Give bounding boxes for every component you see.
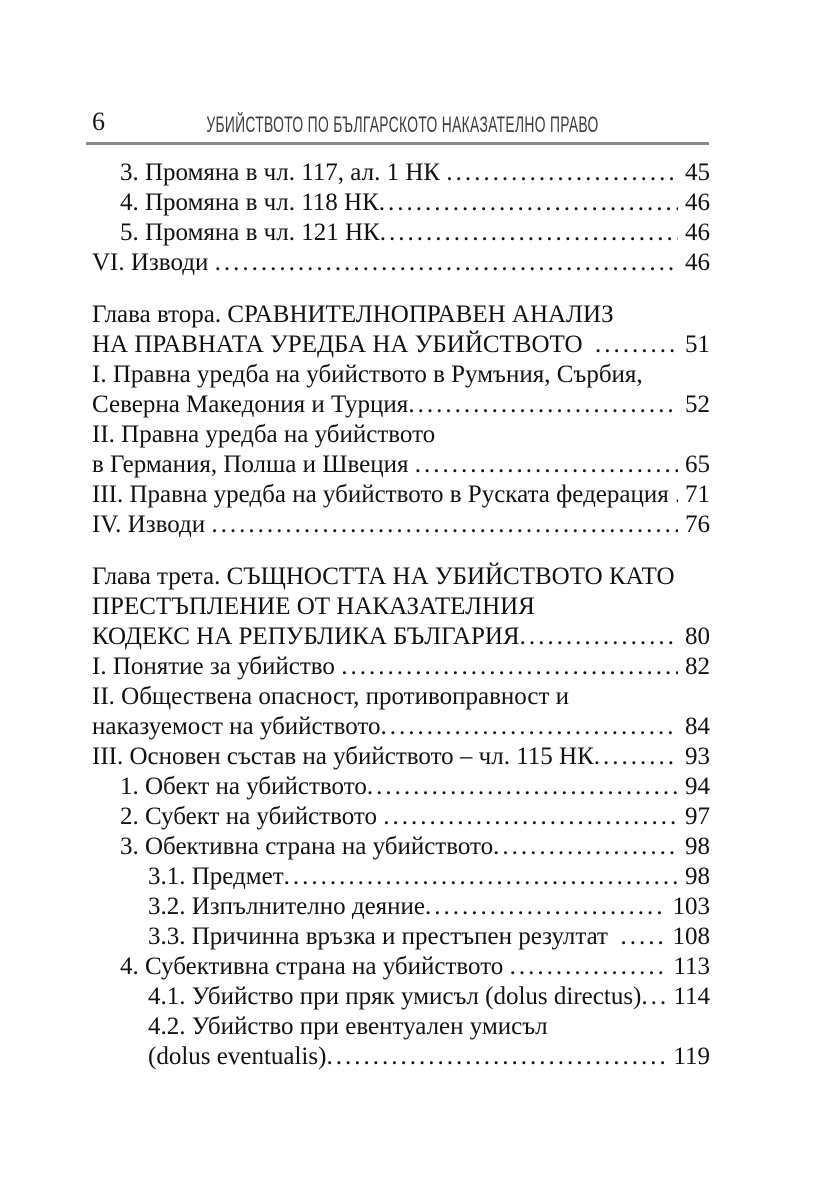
toc-entry-title: IV. Изводи <box>92 511 212 538</box>
toc-page-number: 51 <box>685 331 710 358</box>
toc-entry-title: ПРЕСТЪПЛЕНИЕ ОТ НАКАЗАТЕЛНИЯ <box>92 593 535 620</box>
toc-entry <box>92 562 710 592</box>
toc-page-number: 46 <box>685 249 710 276</box>
toc-entry-title: 1. Обект на убийството <box>120 773 367 800</box>
toc-entry-title: I. Понятие за убийство <box>92 653 342 680</box>
toc-entry <box>92 1012 710 1042</box>
toc-page-number: 46 <box>685 189 710 216</box>
toc-page-number: 84 <box>685 713 710 740</box>
toc-entry-title: (dolus eventualis) <box>148 1043 327 1070</box>
toc-entry-title: I. Правна уредба на убийството в Румъния, Сърбия, <box>92 361 643 388</box>
toc-entry <box>92 360 710 390</box>
toc-entry-title: 3.1. Предмет <box>148 863 284 890</box>
toc-dot-leader <box>510 952 667 982</box>
toc-dot-leader <box>408 390 678 420</box>
header-rule <box>86 142 709 145</box>
toc-entry-title: 3.3. Причинна връзка и престъпен резултат <box>148 923 621 950</box>
toc-dot-leader <box>594 742 678 772</box>
toc-entry <box>92 158 710 188</box>
toc-section <box>92 300 710 540</box>
toc-entry <box>92 892 710 922</box>
toc-page-number: 82 <box>685 653 710 680</box>
toc-entry-title: Глава втора. СРАВНИТЕЛНОПРАВЕН АНАЛИЗ <box>92 301 614 328</box>
toc-entry <box>92 1042 710 1072</box>
toc-entry <box>92 832 710 862</box>
toc-entry-title: 4.2. Убийство при евентуален умисъл <box>148 1013 548 1040</box>
toc-entry <box>92 248 710 278</box>
toc-dot-leader <box>341 652 678 682</box>
toc-entry-title: II. Правна уредба на убийството <box>92 421 436 448</box>
toc-dot-leader <box>380 712 678 742</box>
toc-entry <box>92 652 710 682</box>
toc-page-number: 98 <box>685 833 710 860</box>
toc-dot-leader <box>493 832 678 862</box>
toc-entry <box>92 420 710 450</box>
toc-entry-title: 3. Обективна страна на убийството <box>120 833 494 860</box>
toc-dot-leader <box>595 330 678 360</box>
toc-page-number: 103 <box>672 893 710 920</box>
toc-entry <box>92 772 710 802</box>
toc-page-number: 113 <box>673 953 710 980</box>
toc-entry <box>92 450 710 480</box>
toc-page-number: 52 <box>685 391 710 418</box>
toc-page-number: 93 <box>685 743 710 770</box>
toc-entry <box>92 510 710 540</box>
toc-entry <box>92 480 710 510</box>
toc-entry-title: НА ПРАВНАТА УРЕДБА НА УБИЙСТВОТО <box>92 331 596 358</box>
toc-entry <box>92 218 710 248</box>
toc-entry-title: 4. Субективна страна на убийството <box>120 953 510 980</box>
toc-entry <box>92 862 710 892</box>
toc-entry-title: 3.2. Изпълнително деяние <box>148 893 426 920</box>
toc-entry-title: 3. Промяна в чл. 117, ал. 1 НК <box>120 159 447 186</box>
toc-entry-title: 5. Промяна в чл. 121 НК <box>120 219 380 246</box>
toc-dot-leader <box>383 802 678 832</box>
running-title: УБИЙСТВОТО ПО БЪЛГАРСКОТО НАКАЗАТЕЛНО ПРАВО <box>206 112 599 137</box>
toc-entry-title: 4. Промяна в чл. 118 НК <box>120 189 379 216</box>
toc-dot-leader <box>520 622 678 652</box>
toc-page-number: 97 <box>685 803 710 830</box>
toc-page-number: 94 <box>685 773 710 800</box>
toc-entry <box>92 982 710 1012</box>
toc-entry <box>92 390 710 420</box>
toc-page-number: 46 <box>685 219 710 246</box>
toc-dot-leader <box>379 188 678 218</box>
toc-entry-title: 2. Субект на убийството <box>120 803 384 830</box>
toc-entry <box>92 622 710 652</box>
toc-entry-title: III. Основен състав на убийството – чл. 115 НК <box>92 743 594 770</box>
toc-page-number: 76 <box>685 511 710 538</box>
toc-entry-title: Северна Македония и Турция <box>92 391 409 418</box>
toc-section <box>92 158 710 278</box>
toc-entry-title: VI. Изводи <box>92 249 215 276</box>
toc-dot-leader <box>641 982 666 1012</box>
toc-entry <box>92 712 710 742</box>
toc-entry-title: 4.1. Убийство при пряк умисъл (dolus directus) <box>148 983 642 1010</box>
toc-dot-leader <box>415 450 678 480</box>
toc-entry <box>92 300 710 330</box>
toc-dot-leader <box>425 892 665 922</box>
table-of-contents <box>92 158 710 1072</box>
toc-entry <box>92 592 710 622</box>
toc-dot-leader <box>326 1042 666 1072</box>
page-number: 6 <box>92 107 105 136</box>
toc-page-number: 114 <box>673 983 710 1010</box>
toc-entry-title: наказуемост на убийството <box>92 713 381 740</box>
toc-page-number: 45 <box>685 159 710 186</box>
toc-entry-title: III. Правна уредба на убийството в Руската федерация <box>92 481 675 508</box>
toc-dot-leader <box>380 218 678 248</box>
toc-entry <box>92 682 710 712</box>
toc-dot-leader <box>211 510 678 540</box>
toc-entry <box>92 802 710 832</box>
toc-entry <box>92 330 710 360</box>
toc-page-number: 80 <box>685 623 710 650</box>
toc-entry <box>92 742 710 772</box>
toc-dot-leader <box>446 158 678 188</box>
toc-dot-leader <box>367 772 678 802</box>
toc-entry-title: Глава трета. СЪЩНОСТТА НА УБИЙСТВОТО КАТО <box>92 563 675 590</box>
toc-page-number: 65 <box>685 451 710 478</box>
toc-page-number: 71 <box>685 481 710 508</box>
toc-entry-title: II. Обществена опасност, противоправност и <box>92 683 570 710</box>
toc-entry-title: КОДЕКС НА РЕПУБЛИКА БЪЛГАРИЯ <box>92 623 520 650</box>
toc-dot-leader <box>215 248 678 278</box>
toc-page-number: 108 <box>672 923 710 950</box>
toc-page-number: 119 <box>673 1043 710 1070</box>
toc-entry <box>92 922 710 952</box>
toc-entry <box>92 952 710 982</box>
toc-page-number: 98 <box>685 863 710 890</box>
toc-dot-leader <box>620 922 665 952</box>
toc-dot-leader <box>284 862 678 892</box>
toc-entry <box>92 188 710 218</box>
toc-entry-title: в Германия, Полша и Швеция <box>92 451 415 478</box>
toc-section <box>92 562 710 1072</box>
page-header <box>92 0 710 150</box>
